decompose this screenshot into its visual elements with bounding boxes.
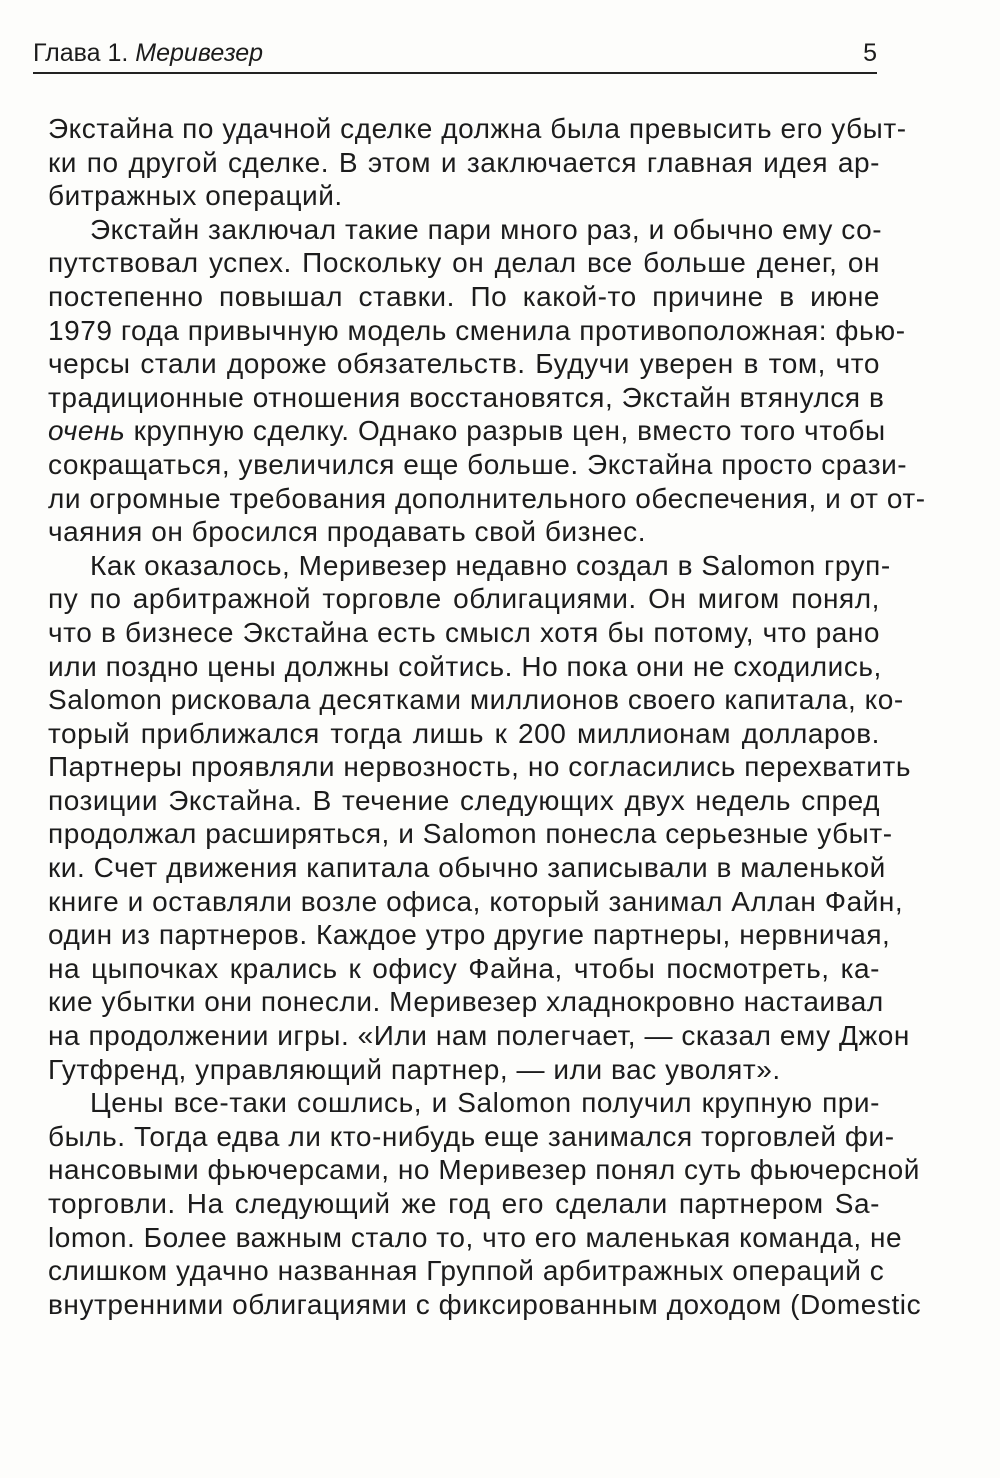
text-line: пу по арбитражной торговле облигациями. Он мигом понял, [48, 583, 880, 615]
text-line: сокращаться, увеличился еще больше. Экстайна просто срази- [48, 448, 908, 480]
text-line: или поздно цены должны сойтись. Но пока они не сходились, [48, 650, 882, 682]
paragraph [48, 112, 907, 213]
page-number: 5 [863, 39, 877, 67]
text-line: Как оказалось, Меривезер недавно создал в Salomon груп- [90, 549, 891, 581]
text-line: Гутфренд, управляющий партнер, — или вас уволят». [48, 1053, 781, 1085]
text-line: ли огромные требования дополнительного обеспечения, и от от- [48, 482, 926, 514]
text-line [48, 414, 886, 448]
text-line: lomon. Более важным стало то, что его маленькая команда, не [48, 1221, 903, 1253]
text-line: постепенно повышал ставки. По какой-то причине в июне [48, 280, 880, 312]
text-line: путствовал успех. Поскольку он делал все больше денег, он [48, 247, 880, 279]
text-line: один из партнеров. Каждое утро другие партнеры, нервничая, [48, 919, 891, 951]
text-line: Партнеры проявляли нервозность, но согласились перехватить [48, 751, 911, 783]
chapter-title: Меривезер [135, 39, 264, 67]
emphasized-word: очень [48, 415, 126, 447]
paragraph [48, 1086, 922, 1321]
text-line: продолжал расширяться, и Salomon понесла серьезные убыт- [48, 818, 893, 850]
text-line: битражных операций. [48, 180, 343, 212]
chapter-heading [33, 38, 263, 68]
text-line: Цены все-таки сошлись, и Salomon получил крупную при- [90, 1087, 880, 1119]
text-line: чаяния он бросился продавать свой бизнес. [48, 516, 647, 548]
text-line: позиции Экстайна. В течение следующих двух недель спред [48, 784, 880, 816]
text-line: традиционные отношения восстановятся, Экстайн втянулся в [48, 381, 885, 413]
running-header [33, 38, 877, 74]
text-line: нансовыми фьючерсами, но Меривезер понял суть фьючерсной [48, 1154, 920, 1186]
body-text [48, 112, 926, 1321]
text-line: ки. Счет движения капитала обычно записывали в маленькой [48, 852, 886, 884]
paragraph [48, 549, 911, 1087]
paragraph [48, 213, 926, 549]
text-line: ки по другой сделке. В этом и заключается главная идея ар- [48, 146, 880, 178]
chapter-label: Глава 1. [33, 39, 129, 67]
text-line: внутренними облигациями с фиксированным доходом (Domestic [48, 1288, 922, 1320]
line-rest: крупную сделку. Однако разрыв цен, вместо того чтобы [125, 415, 886, 447]
text-line: 1979 года привычную модель сменила противоположная: фью- [48, 314, 906, 346]
text-line: книге и оставляли возле офиса, который занимал Аллан Файн, [48, 885, 904, 917]
text-line: Экстайн заключал такие пари много раз, и обычно ему со- [90, 213, 883, 245]
text-line: торговли. На следующий же год его сделали партнером Sa- [48, 1188, 880, 1219]
text-line: что в бизнесе Экстайна есть смысл хотя бы потому, что рано [48, 616, 880, 648]
text-line: кие убытки они понесли. Меривезер хладнокровно настаивал [48, 986, 884, 1018]
text-line: слишком удачно названная Группой арбитражных операций с [48, 1255, 885, 1287]
text-line: Salomon рисковала десятками миллионов своего капитала, ко- [48, 684, 904, 716]
text-line: быль. Тогда едва ли кто-нибудь еще занимался торговлей фи- [48, 1120, 895, 1152]
text-line: на продолжении игры. «Или нам полегчает, — сказал ему Джон [48, 1020, 910, 1052]
text-line: торый приближался тогда лишь к 200 миллионам долларов. [48, 717, 880, 749]
text-line: черсы стали дороже обязательств. Будучи уверен в том, что [48, 348, 880, 380]
text-line: на цыпочках крались к офису Файна, чтобы посмотреть, ка- [48, 952, 880, 984]
text-line: Экстайна по удачной сделке должна была превысить его убыт- [48, 113, 907, 144]
